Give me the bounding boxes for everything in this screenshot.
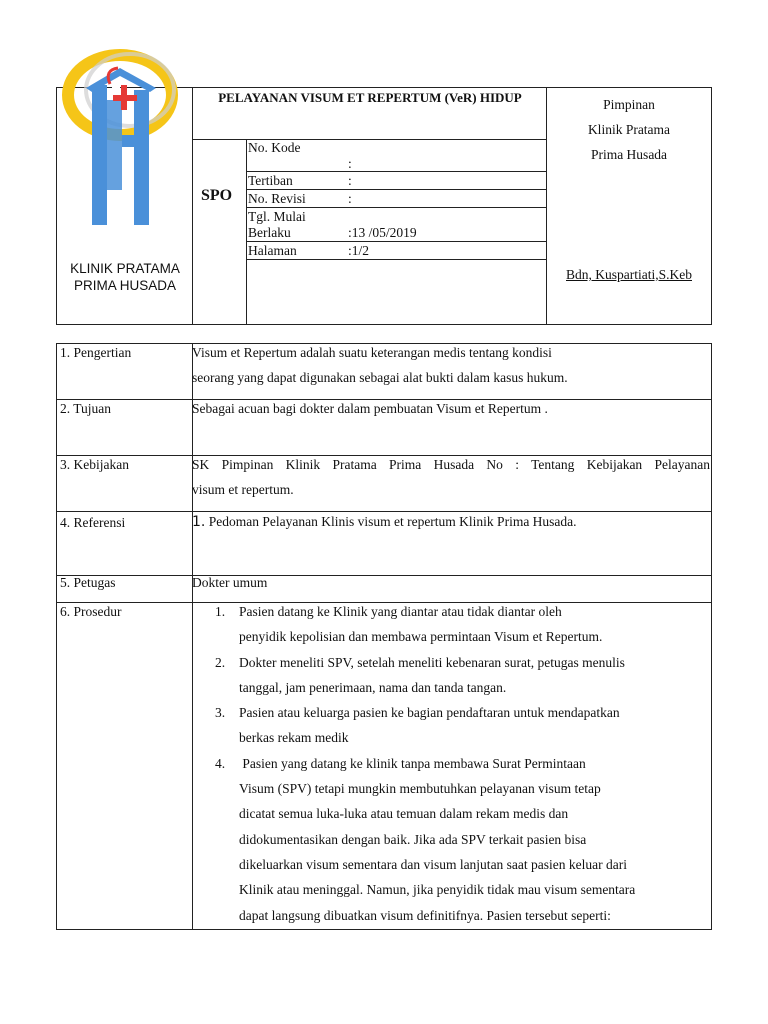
section-label-petugas: 5. Petugas <box>60 575 116 590</box>
field-value-tertiban: : <box>348 173 352 188</box>
text-line: Pasien yang datang ke klinik tanpa membawa Surat Permintaan <box>239 755 586 771</box>
section-label-referensi: 4. Referensi <box>60 515 126 530</box>
text-line: didokumentasikan dengan baik. Jika ada SPV terkait pasien bisa <box>239 831 587 847</box>
section-label-tujuan: 2. Tujuan <box>60 401 112 416</box>
procedure-list <box>215 599 635 928</box>
text-line: penyidik kepolisian dan membawa permintaan Visum et Repertum. <box>239 629 603 645</box>
approver-signer: Bdn, Kuspartiati,S.Keb <box>566 267 692 282</box>
field-value-halaman: :1/2 <box>348 243 370 258</box>
field-label-no-kode: No. Kode <box>248 140 301 155</box>
text-line: SK Pimpinan Klinik Pratama Prima Husada No : Tentang Kebijakan Pelayanan <box>192 457 710 472</box>
reference-number: 1. <box>192 514 206 530</box>
document-title: PELAYANAN VISUM ET REPERTUM (VeR) HIDUP <box>218 90 522 105</box>
section-text-referensi <box>192 509 577 535</box>
procedure-number: 4. <box>215 755 226 771</box>
text-line: dikeluarkan visum sementara dan visum lanjutan saat pasien keluar dari <box>239 856 627 872</box>
text-line: seorang yang dapat digunakan sebagai alat bukti dalam kasus hukum. <box>192 370 568 385</box>
text-line: Visum et Repertum adalah suatu keterangan medis tentang kondisi <box>192 345 552 360</box>
procedure-number: 2. <box>215 654 226 670</box>
logo-building-left <box>92 85 107 225</box>
field-value-tgl-mulai: :13 /05/2019 <box>348 225 417 240</box>
text-line: dicatat semua luka-luka atau temuan dalam rekam medis dan <box>239 806 569 822</box>
text-line: visum et repertum. <box>192 482 294 497</box>
procedure-number: 3. <box>215 705 226 721</box>
procedure-item <box>215 700 635 751</box>
text-line: Klinik atau meninggal. Namun, jika penyidik tidak mau visum sementara <box>239 882 636 898</box>
field-value-no-kode: : <box>348 156 352 171</box>
field-label-tertiban: Tertiban <box>248 173 293 188</box>
section-text-pengertian <box>192 340 568 390</box>
section-label-prosedur: 6. Prosedur <box>60 604 122 619</box>
section-text-petugas <box>192 570 267 595</box>
section-text-tujuan <box>192 396 548 421</box>
clinic-logo <box>60 40 180 230</box>
text-line: dapat langsung dibuatkan visum definitifnya. Pasien tersebut seperti: <box>239 907 611 923</box>
approver-line-3: Prima Husada <box>590 147 668 162</box>
procedure-item <box>215 599 635 650</box>
text-line: Sebagai acuan bagi dokter dalam pembuatan Visum et Repertum . <box>192 401 548 416</box>
text-line: Dokter meneliti SPV, setelah meneliti kebenaran surat, petugas menulis <box>239 654 625 670</box>
clinic-name: KLINIK PRATAMA PRIMA HUSADA <box>70 261 180 293</box>
field-value-no-revisi: : <box>348 191 352 206</box>
approver-line-1: Pimpinan <box>603 97 655 112</box>
section-label-kebijakan: 3. Kebijakan <box>60 457 129 472</box>
text-line: Pasien atau keluarga pasien ke bagian pendaftaran untuk mendapatkan <box>239 705 620 721</box>
procedure-number: 1. <box>215 604 226 619</box>
section-text-kebijakan <box>192 452 710 502</box>
spo-label: SPO <box>201 187 233 204</box>
field-label-halaman: Halaman <box>248 243 297 258</box>
reference-item: Pedoman Pelayanan Klinis visum et repertum Klinik Prima Husada. <box>208 514 577 529</box>
text-line: Dokter umum <box>192 575 268 590</box>
text-line: berkas rekam medik <box>239 730 349 746</box>
field-label-tgl-mulai: Tgl. Mulai Berlaku <box>248 209 306 240</box>
procedure-item <box>215 650 635 701</box>
text-line: Visum (SPV) tetapi mungkin membutuhkan pelayanan visum tetap <box>239 781 601 797</box>
text-line: Pasien datang ke Klinik yang diantar atau tidak diantar oleh <box>239 604 562 619</box>
logo-building-right <box>134 90 149 225</box>
procedure-item <box>215 751 635 928</box>
section-label-pengertian: 1. Pengertian <box>60 345 132 360</box>
field-label-no-revisi: No. Revisi <box>248 191 306 206</box>
text-line: tanggal, jam penerimaan, nama dan tanda tangan. <box>239 679 507 695</box>
approver-line-2: Klinik Pratama <box>587 122 671 137</box>
